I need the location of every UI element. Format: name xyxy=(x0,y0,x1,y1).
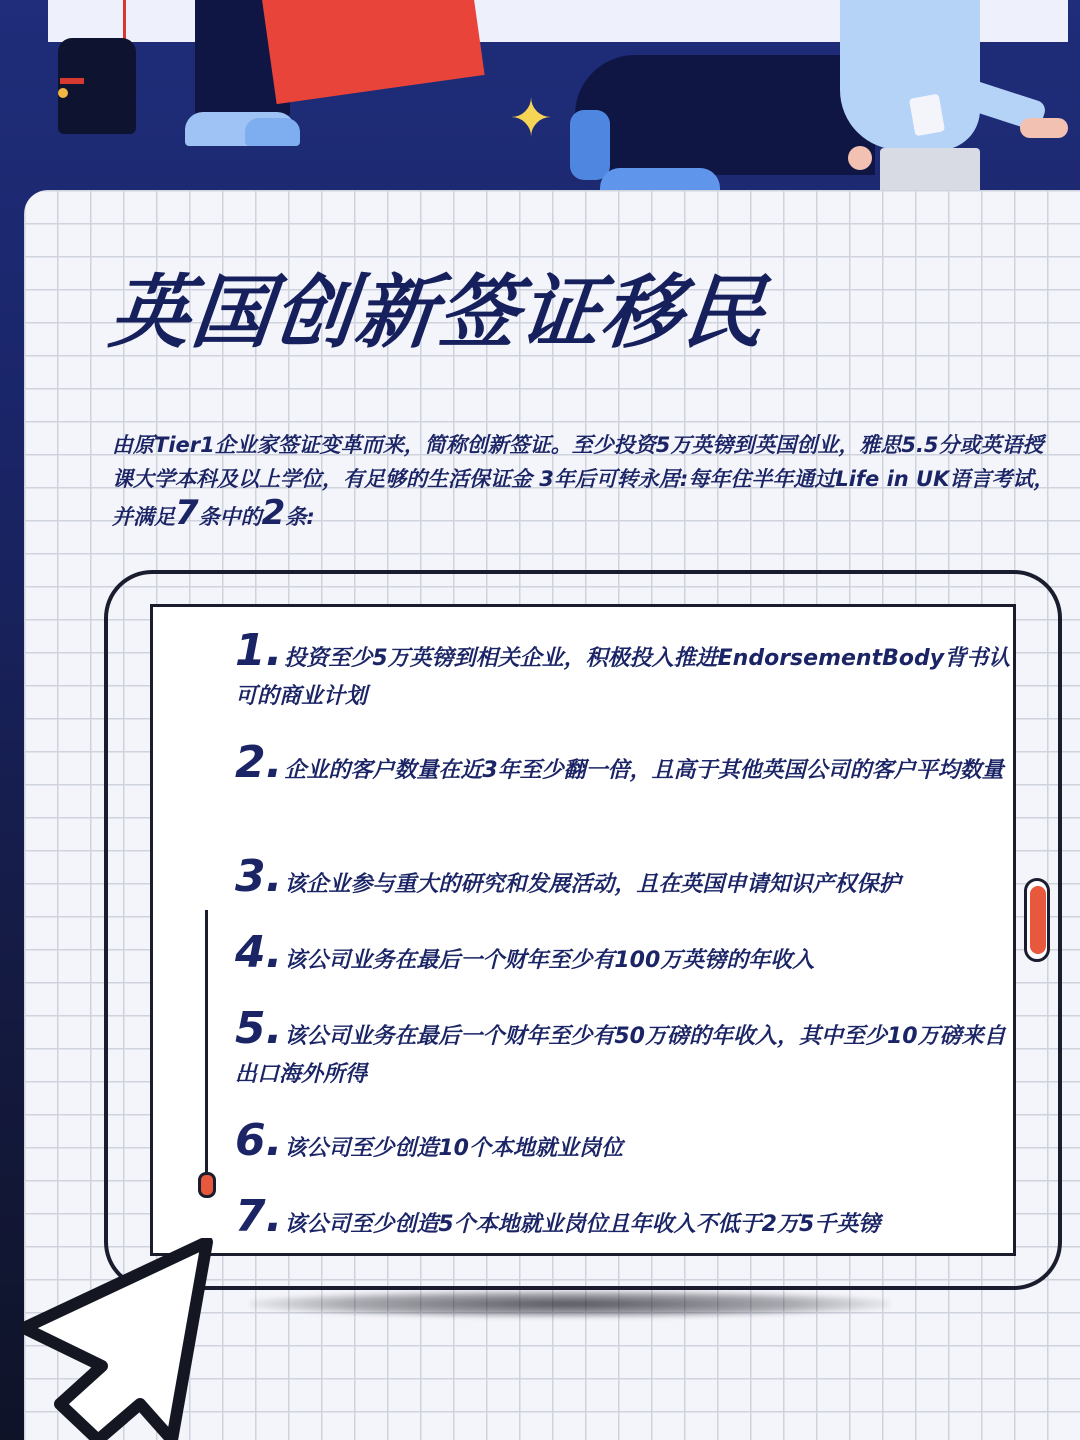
item-text: 该企业参与重大的研究和发展活动，且在英国申请知识产权保护 xyxy=(284,872,901,897)
hero-shoe xyxy=(570,110,610,180)
item-text: 该公司至少创造5个本地就业岗位且年收入不低于2万5千英镑 xyxy=(284,1212,881,1237)
hero-dog-tag xyxy=(58,88,68,98)
hero-dog xyxy=(58,38,136,134)
item-number: 2. xyxy=(235,737,283,788)
hero-hand xyxy=(848,146,872,170)
item-number: 5. xyxy=(235,1003,283,1054)
list-item xyxy=(235,1003,1015,1094)
page-title: 英国创新签证移民 xyxy=(105,266,771,359)
list-item xyxy=(235,737,1015,790)
item-number: 7. xyxy=(235,1191,283,1242)
hero-hand xyxy=(1020,118,1068,138)
item-number: 1. xyxy=(235,625,283,676)
hero-illustration xyxy=(0,0,1080,200)
cursor-arrow-icon xyxy=(22,1238,222,1440)
item-text: 该公司业务在最后一个财年至少有50万磅的年收入，其中至少10万磅来自出口海外所得 xyxy=(235,1024,1006,1087)
hero-red-bag xyxy=(261,0,484,104)
list-item xyxy=(235,625,1015,716)
tablet-shadow xyxy=(250,1290,890,1318)
hero-dog-collar xyxy=(60,78,84,84)
item-number: 4. xyxy=(235,927,283,978)
item-text: 该公司至少创造10个本地就业岗位 xyxy=(284,1136,623,1161)
item-number: 3. xyxy=(235,851,283,902)
intro-text: 由原Tier1企业家签证变革而来，简称创新签证。至少投资5万英镑到英国创业，雅思5.5分或英语授课大学本科及以上学位，有足够的生活保证金 3年后可转永居:每年住半年通过Life in UK语言考试，并满足 xyxy=(112,433,1055,529)
intro-text-mid: 条中的 xyxy=(198,505,262,529)
list-item xyxy=(235,1191,1015,1244)
hero-seated-person xyxy=(575,55,875,175)
scroll-thumb xyxy=(198,1172,216,1198)
item-text: 该公司业务在最后一个财年至少有100万英镑的年收入 xyxy=(284,948,815,973)
sparkle-icon: ✦ xyxy=(509,89,553,149)
list-item xyxy=(235,927,1015,980)
item-text: 投资至少5万英镑到相关企业，积极投入推进EndorsementBody背书认可的商业计划 xyxy=(235,646,1011,709)
list-item xyxy=(235,1115,1015,1168)
intro-paragraph xyxy=(112,428,1062,534)
intro-highlight-7: 7 xyxy=(175,493,199,533)
item-text: 企业的客户数量在近3年至少翻一倍，且高于其他英国公司的客户平均数量 xyxy=(284,758,1004,783)
scroll-track xyxy=(205,910,208,1180)
intro-text-end: 条: xyxy=(285,505,315,529)
item-number: 6. xyxy=(235,1115,283,1166)
intro-highlight-2: 2 xyxy=(261,493,286,533)
hero-standing-person xyxy=(840,0,980,150)
hero-shoe xyxy=(245,118,300,146)
hero-id-badge xyxy=(909,94,945,137)
tablet-side-button-fill xyxy=(1030,886,1046,954)
list-item xyxy=(235,851,1015,904)
